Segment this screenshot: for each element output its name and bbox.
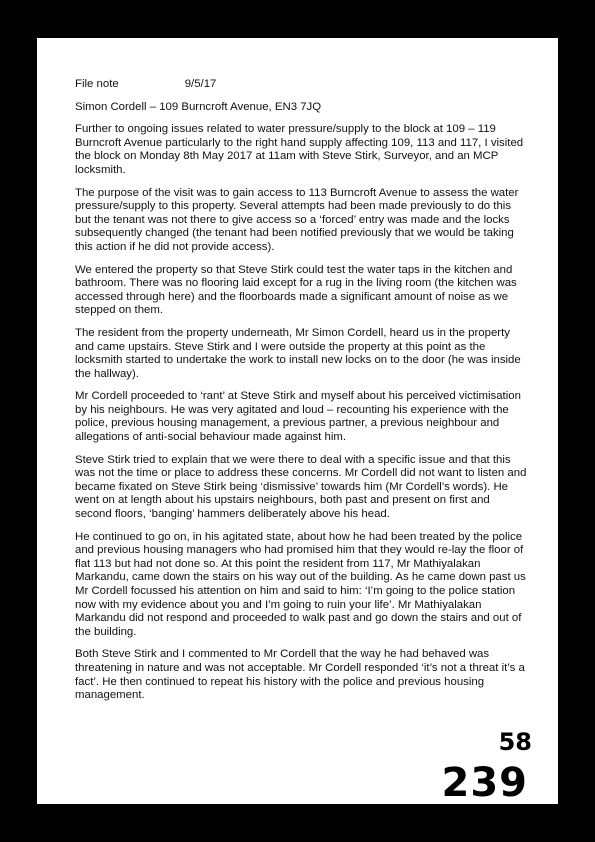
file-note-subject: Simon Cordell – 109 Burncroft Avenue, EN3 7JQ xyxy=(75,100,322,113)
file-note-body xyxy=(75,78,527,712)
paragraph-3: We entered the property so that Steve Stirk could test the water taps in the kitchen and bathroom. There was no flooring laid except for a rug in the living room (the kitchen was accessed through here) and the floorboards made a significant amount of noise as we stepped on them. xyxy=(75,263,517,317)
paragraph-7: He continued to go on, in his agitated state, about how he had been treated by the police and previous housing managers who had promised him that they would re-lay the floor of flat 113 but had not done so. At this point the resident from 117, Mr Mathiyalakan Markandu, came down the stairs on his way out of the building. As he came down past us Mr Cordell focussed his attention on him and said to him: ‘I’m going to the police station now with my evidence about you and I’m going to ruin your life’. Mr Mathiyalakan Markandu did not respond and proceeded to walk past and go down the stairs and out of the building. xyxy=(75,530,526,638)
file-note-label: File note xyxy=(75,78,119,90)
paragraph-2: The purpose of the visit was to gain access to 113 Burncroft Avenue to assess the water pressure/supply to this property. Several attempts had been made previously to do this but the tenant was not there to give access so a ‘forced’ entry was made and the locks subsequently changed (the tenant had been notified previously that we would be taking this action if he did not provide access). xyxy=(75,186,519,253)
handwritten-page-number-large: 239 xyxy=(441,760,528,804)
handwritten-page-number-small: 58 xyxy=(498,728,532,756)
paragraph-4: The resident from the property underneath, Mr Simon Cordell, heard us in the property and came upstairs. Steve Stirk and I were outside the property at this point as the locksmith started to undertake the work to install new locks on to the door (he was inside the hallway). xyxy=(75,326,521,380)
document-page xyxy=(37,38,558,804)
paragraph-5: Mr Cordell proceeded to ‘rant’ at Steve Stirk and myself about his perceived victimisation by his neighbours. He was very agitated and loud – recounting his experience with the police, previous housing management, a previous partner, a previous neighbour and allegations of anti-social behaviour made against him. xyxy=(75,390,521,444)
file-note-date: 9/5/17 xyxy=(184,78,217,90)
file-note-header xyxy=(75,78,527,92)
paragraph-1: Further to ongoing issues related to water pressure/supply to the block at 109 – 119 Burncroft Avenue particularly to the right hand supply affecting 109, 113 and 117, I visited the block on Monday 8th May 2017 at 11am with Steve Stirk, Surveyor, and an MCP locksmith. xyxy=(75,123,524,176)
paragraph-8: Both Steve Stirk and I commented to Mr Cordell that the way he had behaved was threatening in nature and was not acceptable. Mr Cordell responded ‘it’s not a threat it’s a fact’. He then continued to repeat his history with the police and previous housing management. xyxy=(75,648,525,702)
paragraph-6: Steve Stirk tried to explain that we were there to deal with a specific issue and that this was not the time or place to address these concerns. Mr Cordell did not want to listen and became fixated on Steve Stirk being ‘dismissive’ towards him (Mr Cordell’s words). He went on at length about his upstairs neighbours, both past and present on first and second floors, ‘banging’ hammers deliberately above his head. xyxy=(75,453,527,521)
